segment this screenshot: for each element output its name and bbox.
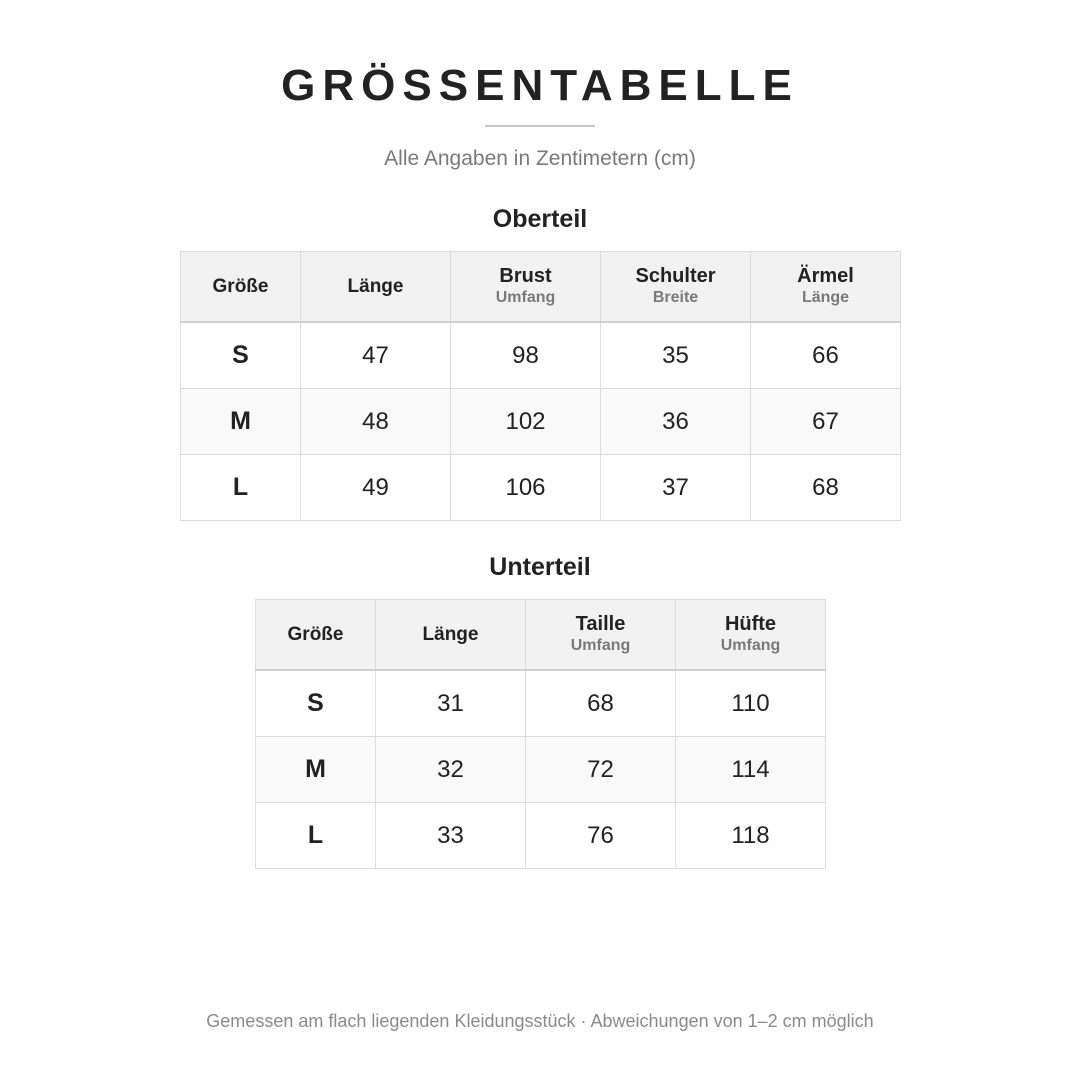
page-title: GRÖSSENTABELLE (281, 61, 799, 110)
size-cell: L (256, 803, 376, 869)
column-header (256, 600, 376, 671)
column-header (751, 252, 901, 323)
table-cell: 118 (676, 803, 826, 869)
column-header-label: Ärmel (797, 265, 854, 287)
size-cell: L (181, 455, 301, 521)
table-cell: 110 (676, 670, 826, 737)
table-cell: 31 (376, 670, 526, 737)
column-header-label: Brust (499, 265, 552, 287)
table-cell: 68 (751, 455, 901, 521)
table-cell: 36 (601, 389, 751, 455)
size-table-bottom (255, 599, 826, 869)
column-header-label: Hüfte (724, 613, 777, 635)
column-header-sublabel: Breite (652, 289, 699, 306)
table-cell: 68 (526, 670, 676, 737)
table-cell: 37 (601, 455, 751, 521)
table-cell: 47 (301, 322, 451, 389)
column-header-sublabel: Umfang (495, 289, 556, 306)
table-row (181, 455, 901, 521)
column-header-sublabel: Länge (801, 289, 850, 306)
column-header (676, 600, 826, 671)
table-cell: 48 (301, 389, 451, 455)
table-row (256, 803, 826, 869)
title-divider (485, 125, 595, 127)
column-header (181, 252, 301, 323)
column-header (451, 252, 601, 323)
size-cell: M (181, 389, 301, 455)
column-header-sublabel: Umfang (720, 637, 781, 654)
column-header-label: Länge (347, 276, 404, 297)
table-cell: 114 (676, 737, 826, 803)
table-cell: 106 (451, 455, 601, 521)
table-row (181, 389, 901, 455)
table-row (256, 670, 826, 737)
column-header-label: Taille (575, 613, 626, 635)
column-header (526, 600, 676, 671)
table-cell: 76 (526, 803, 676, 869)
table-header-row (181, 252, 901, 323)
table-cell: 32 (376, 737, 526, 803)
section-title-top: Oberteil (492, 205, 588, 233)
footer-note: Gemessen am flach liegenden Kleidungsstück · Abweichungen von 1–2 cm möglich (206, 1011, 874, 1031)
table-row (256, 737, 826, 803)
size-table-top (180, 251, 901, 521)
table-cell: 98 (451, 322, 601, 389)
table-row (181, 322, 901, 389)
column-header (376, 600, 526, 671)
table-cell: 102 (451, 389, 601, 455)
table-header-row (256, 600, 826, 671)
column-header-label: Schulter (635, 265, 716, 287)
size-cell: M (256, 737, 376, 803)
table-cell: 67 (751, 389, 901, 455)
table-cell: 66 (751, 322, 901, 389)
size-cell: S (256, 670, 376, 737)
table-cell: 49 (301, 455, 451, 521)
section-title-bottom: Unterteil (489, 553, 591, 581)
column-header-sublabel: Umfang (570, 637, 631, 654)
size-cell: S (181, 322, 301, 389)
table-cell: 35 (601, 322, 751, 389)
column-header-label: Größe (212, 276, 269, 297)
column-header (601, 252, 751, 323)
table-cell: 72 (526, 737, 676, 803)
column-header-label: Größe (287, 624, 344, 645)
column-header-label: Länge (422, 624, 479, 645)
page-subtitle: Alle Angaben in Zentimetern (cm) (384, 147, 696, 170)
column-header (301, 252, 451, 323)
table-cell: 33 (376, 803, 526, 869)
